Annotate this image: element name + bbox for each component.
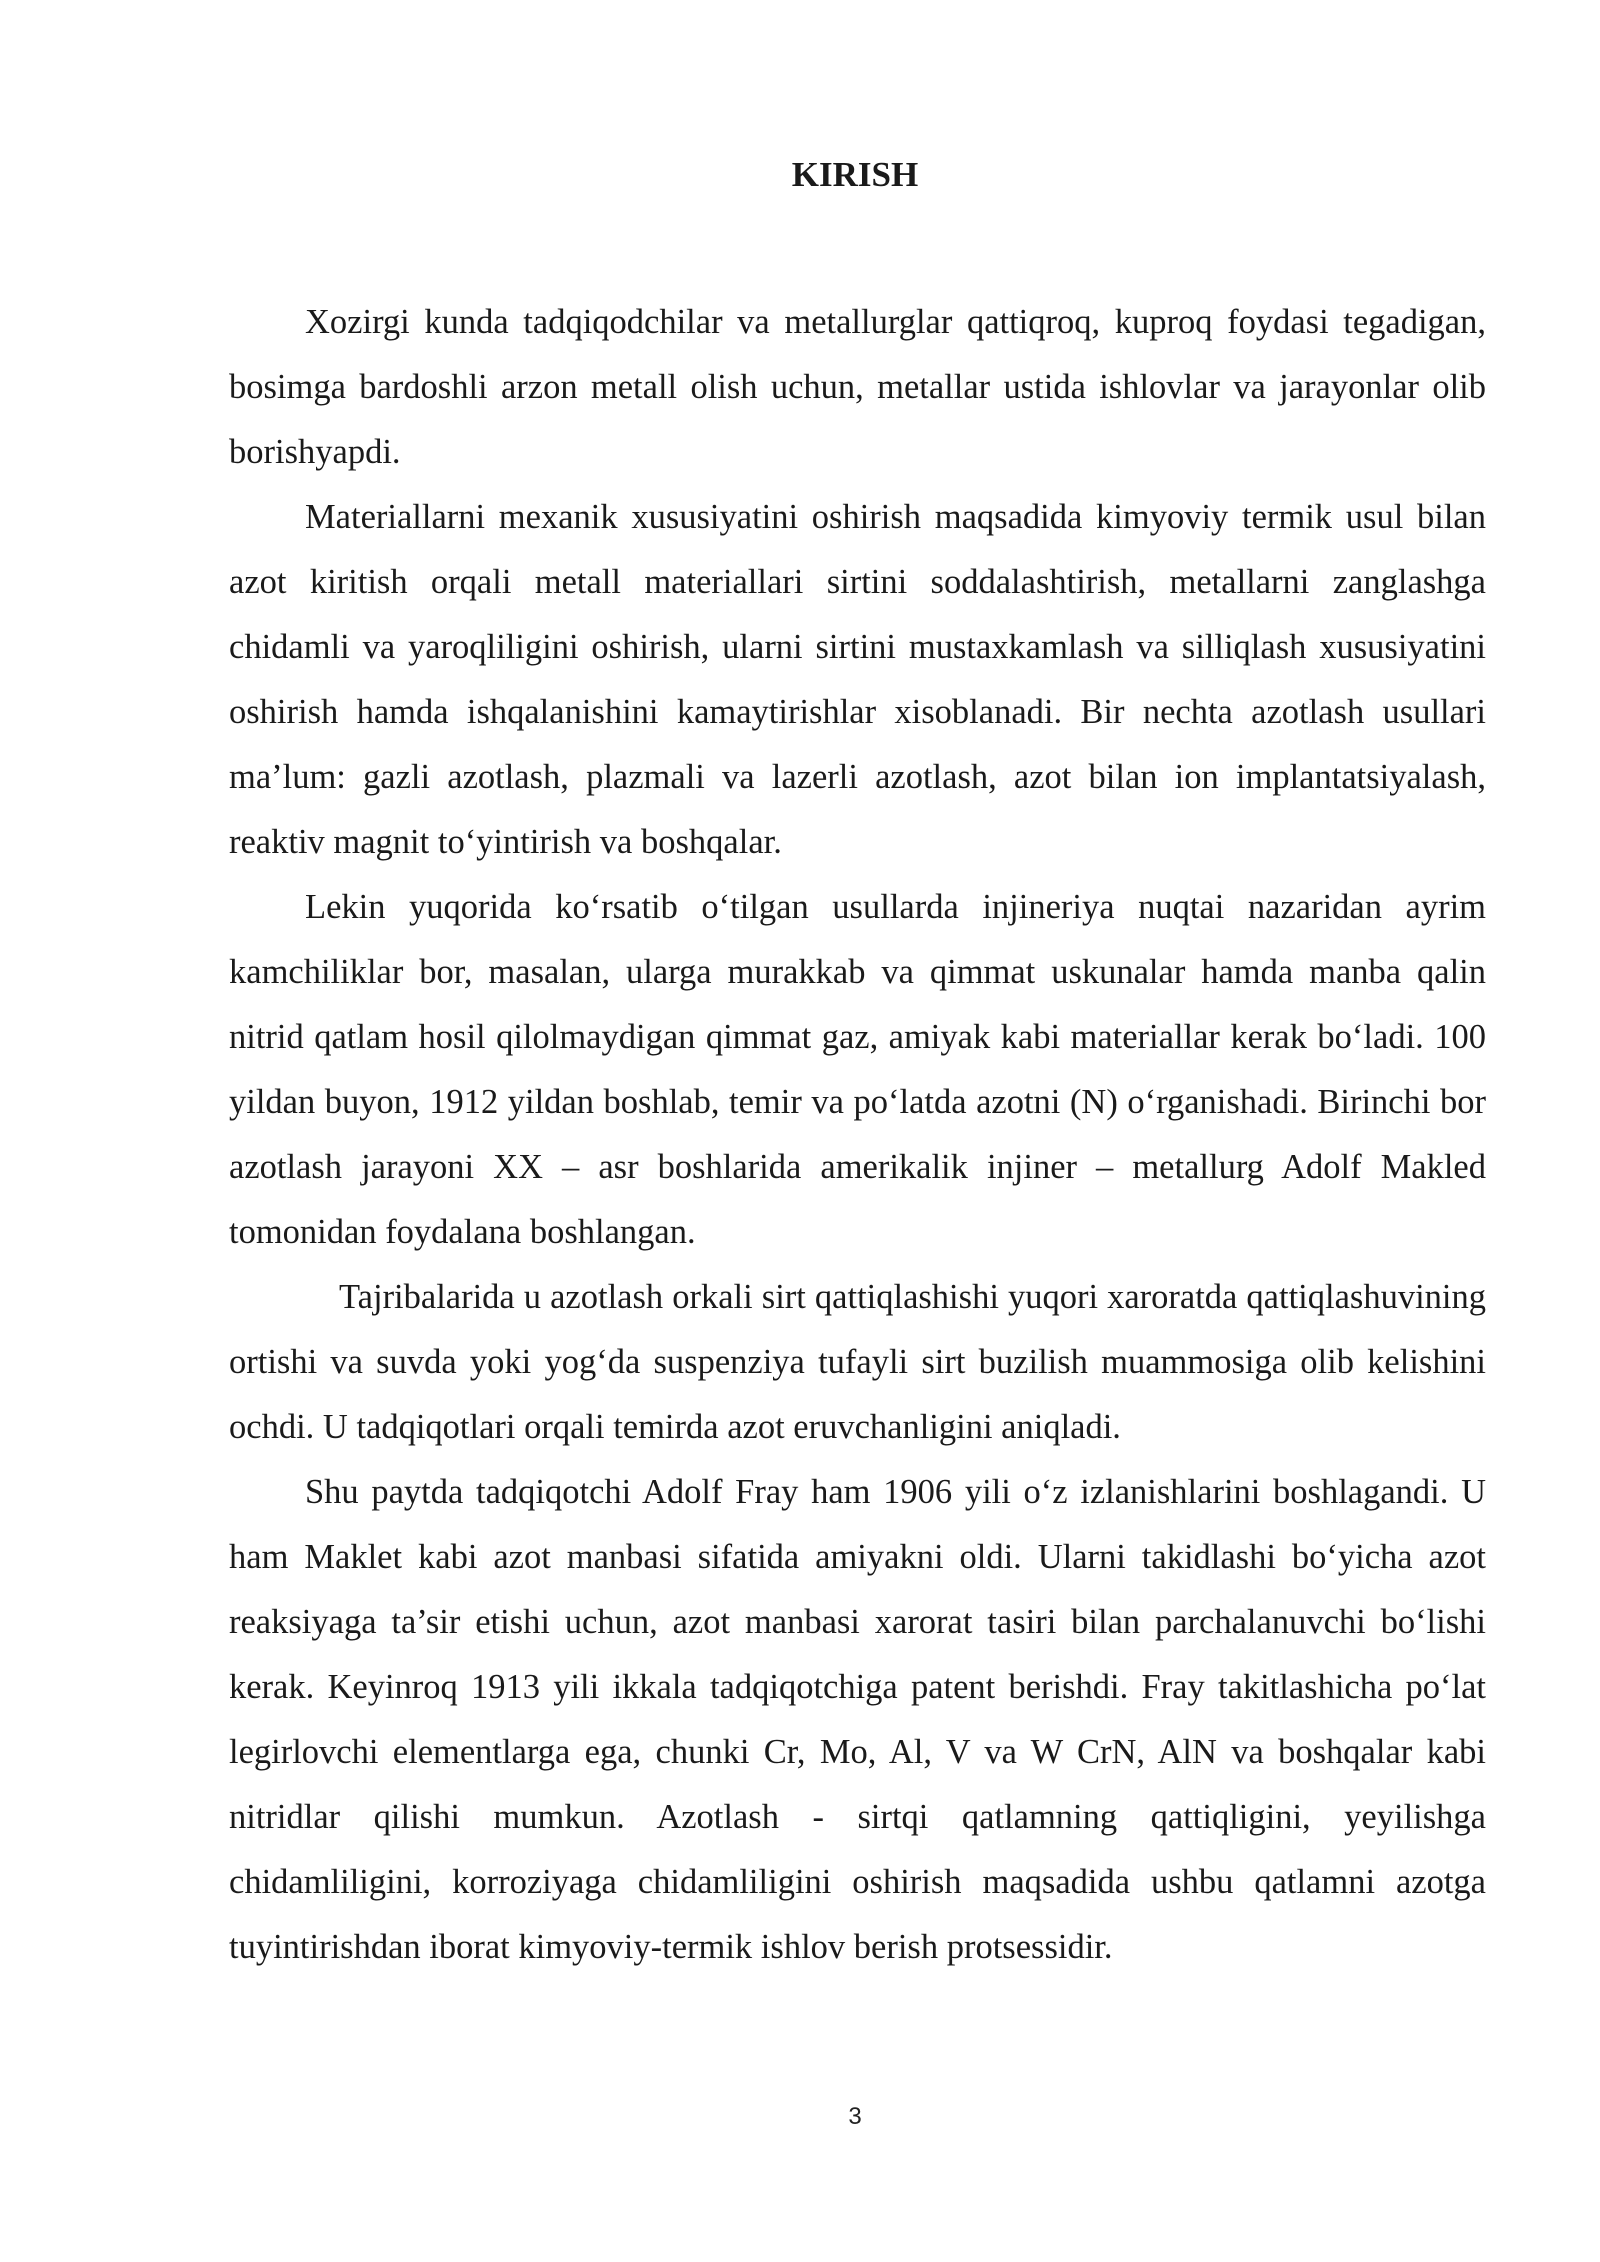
paragraph-experiments: Tajribalarida u azotlash orkali sirt qattiqlashishi yuqori xaroratda qattiqlashuvining ortishi va suvda yoki yog‘da suspenziya tufayli sirt buzilish muammosiga olib kelishini ochdi. U tadqiqotlari orqali temirda azot eruvchanligini aniqladi. (229, 1278, 1486, 1446)
page-title: KIRISH (791, 155, 919, 194)
paragraph-adolf-fray: Shu paytda tadqiqotchi Adolf Fray ham 1906 yili o‘z izlanishlarini boshlagandi. U ham Maklet kabi azot manbasi sifatida amiyakni oldi. Ularni takidlashi bo‘yicha azot reaksiyaga ta’sir etishi uchun, azot manbasi xarorat tasiri bilan parchalanuvchi bo‘lishi kerak. Keyinroq 1913 yili ikkala tadqiqotchiga patent berishdi. Fray takitlashicha po‘lat legirlovchi elementlarga ega, chunki Cr, Mo, Al, V va W CrN, AlN va boshqalar kabi nitridlar qilishi mumkun. Azotlash - sirtqi qatlamning qattiqligini, yeyilishga chidamliligini, korroziyaga chidamliligini oshirish maqsadida ushbu qatlamni azotga tuyintirishdan iborat kimyoviy-termik ishlov berish protsessidir. (229, 1473, 1486, 1966)
document-body (229, 290, 1486, 1980)
paragraph-intro: Xozirgi kunda tadqiqodchilar va metallurglar qattiqroq, kuproq foydasi tegadigan, bosimga bardoshli arzon metall olish uchun, metallar ustida ishlovlar va jarayonlar olib borishyapdi. (229, 303, 1486, 471)
paragraph-nitriding-methods: Materiallarni mexanik xususiyatini oshirish maqsadida kimyoviy termik usul bilan azot kiritish orqali metall materiallari sirtini soddalashtirish, metallarni zanglashga chidamli va yaroqliligini oshirish, ularni sirtini mustaxkamlash va silliqlash xususiyatini oshirish hamda ishqalanishini kamaytirishlar xisoblanadi. Bir nechta azotlash usullari ma’lum: gazli azotlash, plazmali va lazerli azotlash, azot bilan ion implantatsiyalash, reaktiv magnit to‘yintirish va boshqalar. (229, 498, 1486, 861)
paragraph-drawbacks-history: Lekin yuqorida ko‘rsatib o‘tilgan usullarda injineriya nuqtai nazaridan ayrim kamchiliklar bor, masalan, ularga murakkab va qimmat uskunalar hamda manba qalin nitrid qatlam hosil qilolmaydigan qimmat gaz, amiyak kabi materiallar kerak bo‘ladi. 100 yildan buyon, 1912 yildan boshlab, temir va po‘latda azotni (N) o‘rganishadi. Birinchi bor azotlash jarayoni XX – asr boshlarida amerikalik injiner – metallurg Adolf Makled tomonidan foydalana boshlangan. (229, 888, 1486, 1251)
page-number: 3 (848, 2103, 862, 2130)
